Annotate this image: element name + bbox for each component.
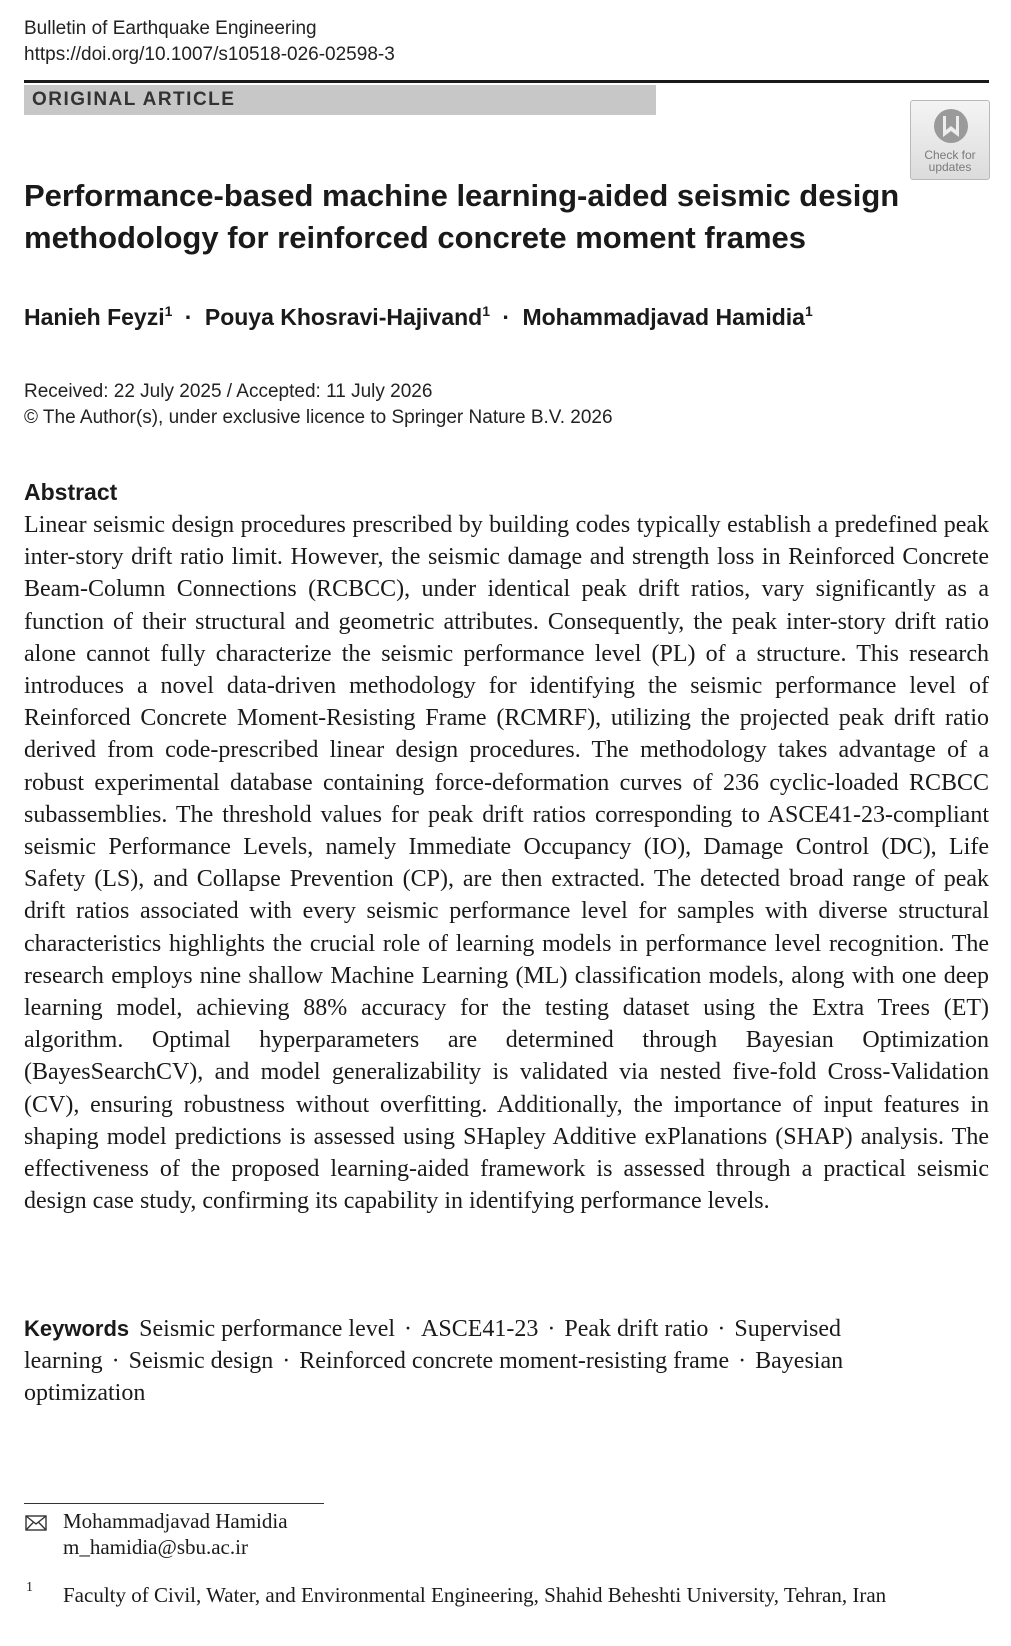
keyword[interactable]: Seismic performance level	[139, 1316, 396, 1342]
title-line-1: Performance-based machine learning-aided seismic design	[24, 178, 900, 213]
badge-line-2: updates	[928, 160, 972, 174]
keyword-separator: ·	[547, 1316, 556, 1342]
author-affiliation-mark: 1	[804, 303, 813, 319]
corresponding-author-email[interactable]: m_hamidia@sbu.ac.ir	[63, 1535, 248, 1559]
corresponding-author-name: Mohammadjavad Hamidia	[63, 1509, 288, 1533]
copyright-notice: © The Author(s), under exclusive licence to Springer Nature B.V. 2026	[24, 407, 613, 428]
footnote-rule	[24, 1503, 324, 1504]
keyword[interactable]: Peak drift ratio	[564, 1316, 709, 1342]
paper-title	[24, 175, 904, 259]
article-type-banner: ORIGINAL ARTICLE	[24, 85, 656, 115]
keywords-section	[24, 1313, 969, 1409]
keyword[interactable]: Supervised learning	[24, 1316, 841, 1374]
check-for-updates-badge[interactable]	[910, 100, 990, 180]
received-accepted-dates: Received: 22 July 2025 / Accepted: 11 July 2026	[24, 381, 433, 402]
badge-label	[911, 149, 989, 173]
abstract-text: Linear seismic design procedures prescribed by building codes typically establish a predefined peak inter-story drift ratio limit. However, the seismic damage and strength loss in Reinforced Concrete Beam-Column Connections (RCBCC), under identical peak drift ratios, vary significantly as a function of their structural and geometric attributes. Consequently, the peak inter-story drift ratio alone cannot fully characterize the seismic performance level (PL) of a structure. This research introduces a novel data-driven methodology for identifying the seismic performance level of Reinforced Concrete Moment-Resisting Frame (RCMRF), utilizing the projected peak drift ratio derived from code-prescribed linear design procedures. The methodology takes advantage of a robust experimental database containing force-deformation curves of 236 cyclic-loaded RCBCC subassemblies. The threshold values for peak drift ratios corresponding to ASCE41-23-compliant seismic Performance Levels, namely Immediate Occupancy (IO), Damage Control (DC), Life Safety (LS), and Collapse Prevention (CP), are then extracted. The detected broad range of peak drift ratios associated with every seismic performance level for samples with diverse structural characteristics highlights the crucial role of learning models in performance level recognition. The research employs nine shallow Machine Learning (ML) classification models, along with one deep learning model, achieving 88% accuracy for the testing dataset using the Extra Trees (ET) algorithm. Optimal hyperparameters are determined through Bayesian Optimization (BayesSearchCV), and model generalizability is validated via nested five-fold Cross-Validation (CV), ensuring robustness without overfitting. Additionally, the importance of input features in shaping model predictions is assessed using SHapley Additive exPlanations (SHAP) analysis. The effectiveness of the proposed learning-aided framework is assessed through a practical seismic design case study, confirming its capability in identifying performance levels.	[24, 512, 989, 1215]
affiliation-number: 1	[26, 1580, 33, 1595]
author-list	[24, 300, 813, 334]
affiliation-text: Faculty of Civil, Water, and Environmental Engineering, Shahid Beheshti University, Tehran, Iran	[63, 1583, 887, 1607]
author-affiliation-mark: 1	[164, 303, 173, 319]
title-line-2: methodology for reinforced concrete moment frames	[24, 220, 807, 255]
keyword-separator: ·	[717, 1316, 726, 1342]
author-separator: ·	[502, 304, 511, 330]
journal-header	[24, 16, 395, 68]
author-name[interactable]: Mohammadjavad Hamidia	[522, 304, 805, 330]
keyword-separator: ·	[282, 1348, 291, 1374]
journal-name: Bulletin of Earthquake Engineering	[24, 18, 317, 39]
keyword[interactable]: Seismic design	[128, 1348, 274, 1374]
author-affiliation-mark: 1	[482, 303, 491, 319]
keyword[interactable]: Bayesian optimization	[24, 1348, 844, 1406]
bookmark-icon	[932, 107, 970, 145]
keyword-separator: ·	[111, 1348, 120, 1374]
keywords-label: Keywords	[24, 1316, 130, 1341]
envelope-icon[interactable]	[25, 1515, 47, 1531]
header-rule	[24, 80, 989, 83]
keyword-separator: ·	[404, 1316, 413, 1342]
author-name[interactable]: Pouya Khosravi-Hajivand	[204, 304, 483, 330]
keyword[interactable]: ASCE41-23	[421, 1316, 539, 1342]
publication-dates	[24, 379, 613, 431]
keyword[interactable]: Reinforced concrete moment-resisting frame	[299, 1348, 730, 1374]
badge-line-1: Check for	[924, 148, 976, 162]
abstract-heading: Abstract	[24, 479, 118, 505]
author-separator: ·	[184, 304, 193, 330]
keyword-separator: ·	[738, 1348, 747, 1374]
doi-link[interactable]: https://doi.org/10.1007/s10518-026-02598-3	[24, 44, 395, 65]
author-name[interactable]: Hanieh Feyzi	[24, 304, 165, 330]
